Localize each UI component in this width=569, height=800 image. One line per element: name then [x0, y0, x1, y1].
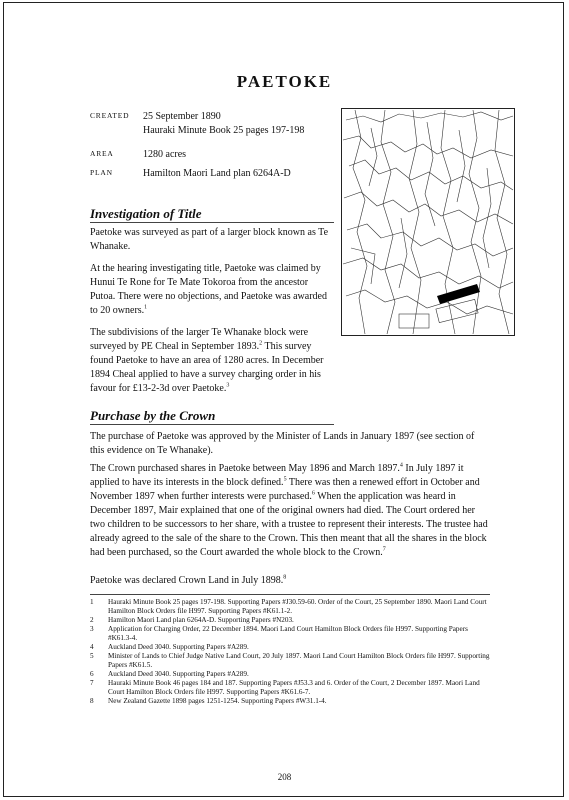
page-number: 208 [277, 772, 292, 782]
meta-area [90, 148, 330, 162]
page-title: PAETOKE [236, 72, 333, 91]
footnote-ref-8: 8 [283, 574, 287, 581]
footnote-5: 5 Minister of Lands to Chief Judge Native Land Court, 20 July 1897. Maori Land Court Hamilton Block Orders file H997. Supporting Papers #K61.5. [90, 651, 490, 669]
footnote-ref-5: 5 [283, 476, 287, 483]
purchase-paragraph-3 [90, 574, 490, 588]
purchase-heading: Purchase by the Crown [90, 408, 216, 423]
purchase-paragraph-1: The purchase of Paetoke was approved by the Minister of Lands in January 1897 (see section of this evidence on Te Whanake). [90, 431, 475, 456]
footnote-ref-3: 3 [226, 382, 230, 389]
footnote-rule [90, 594, 490, 595]
footnote-ref-4: 4 [399, 462, 403, 469]
meta-plan-value: Hamilton Maori Land plan 6264A-D [143, 168, 291, 179]
meta-created-key: CREATED [90, 111, 130, 120]
footnotes [90, 598, 490, 706]
footnote-6: 6 Auckland Deed 3040. Supporting Papers #A289. [90, 669, 249, 678]
meta-created [90, 110, 330, 138]
investigation-paragraph-2-text: At the hearing investigating title, Paetoke was claimed by Hunui Te Rone for Te Mate Tokoroa from the ancestor Putoa. There were no objections, and Paetoke was awarded to 20 owners. [90, 263, 327, 316]
footnote-3: 3 Application for Charging Order, 22 December 1894. Maori Land Court Hamilton Block Orders file H997. Supporting Papers #K61.3-4. [90, 624, 468, 642]
location-map [341, 108, 515, 336]
footnote-1: 1 Hauraki Minute Book 25 pages 197-198. Supporting Papers #J30.59-60. Order of the Court, 25 September 1890. Maori Land Court Hamilton Block Orders file H997. Supporting Papers #K61.1-2. [90, 598, 487, 615]
investigation-paragraph-3 [90, 326, 334, 396]
footnote-8: 8 New Zealand Gazette 1898 pages 1251-1254. Supporting Papers #W31.1-4. [90, 696, 327, 705]
footnote-4: 4 Auckland Deed 3040. Supporting Papers #A289. [90, 642, 249, 651]
meta-created-date: 25 September 1890 [143, 111, 221, 122]
purchase-paragraph-2-text-a: The Crown purchased shares in Paetoke between May 1896 and March 1897. [90, 463, 400, 474]
meta-area-value: 1280 acres [143, 149, 187, 160]
purchase-paragraph-2-text-b: In July 1897 it applied to have its interests in the block defined. [90, 463, 464, 488]
investigation-heading: Investigation of Title [90, 206, 202, 221]
purchase-rule [90, 424, 334, 425]
investigation-paragraph-1: Paetoke was surveyed as part of a larger block known as Te Whanake. [90, 227, 329, 252]
investigation-paragraph-3-text-b: This survey found Paetoke to have an area of 1280 acres. In December 1894 Cheal applied to have a survey charging order in his favour for £13-2-3d over Paetoke. [90, 341, 324, 394]
meta-created-source: Hauraki Minute Book 25 pages 197-198 [143, 125, 305, 136]
purchase-paragraph-2-text-c: There was then a renewed effort in October and November 1897 when further interests were purchased. [90, 477, 480, 502]
meta-plan-key: PLAN [90, 168, 113, 177]
footnote-2: 2 Hamilton Maori Land plan 6264A-D. Supporting Papers #N203. [90, 615, 294, 624]
footnote-7: 7 Hauraki Minute Book 46 pages 184 and 187. Supporting Papers #J53.3 and 6. Order of the Court, 2 December 1897. Maori Land Court Hamilton Block Orders file H997. Supporting Papers #K61.6-7. [90, 678, 480, 696]
purchase-paragraph-2 [90, 462, 490, 560]
footnote-ref-7: 7 [382, 546, 386, 553]
block-metadata [90, 110, 330, 186]
meta-area-key: AREA [90, 149, 114, 158]
footnote-ref-6: 6 [311, 490, 315, 497]
footnote-ref-2: 2 [259, 340, 263, 347]
investigation-paragraph-2 [90, 262, 334, 318]
investigation-rule [90, 222, 334, 223]
investigation-paragraph-3-text-a: The subdivisions of the larger Te Whanake block were surveyed by PE Cheal in September 1893. [90, 327, 309, 352]
purchase-paragraph-3-text: Paetoke was declared Crown Land in July 1898. [90, 575, 284, 586]
footnote-ref-1: 1 [144, 304, 148, 311]
purchase-paragraph-2-text-d: When the application was heard in December 1897, Mair explained that one of the original owners had died. The Court ordered her two children to be successors to her share, with a trustee to represent their interests. The trustee had already agreed to the sale of the share to the Crown. This then meant that all the shares in the block had been purchased, so the Court awarded the whole block to the Crown. [90, 491, 488, 558]
meta-plan [90, 167, 330, 181]
